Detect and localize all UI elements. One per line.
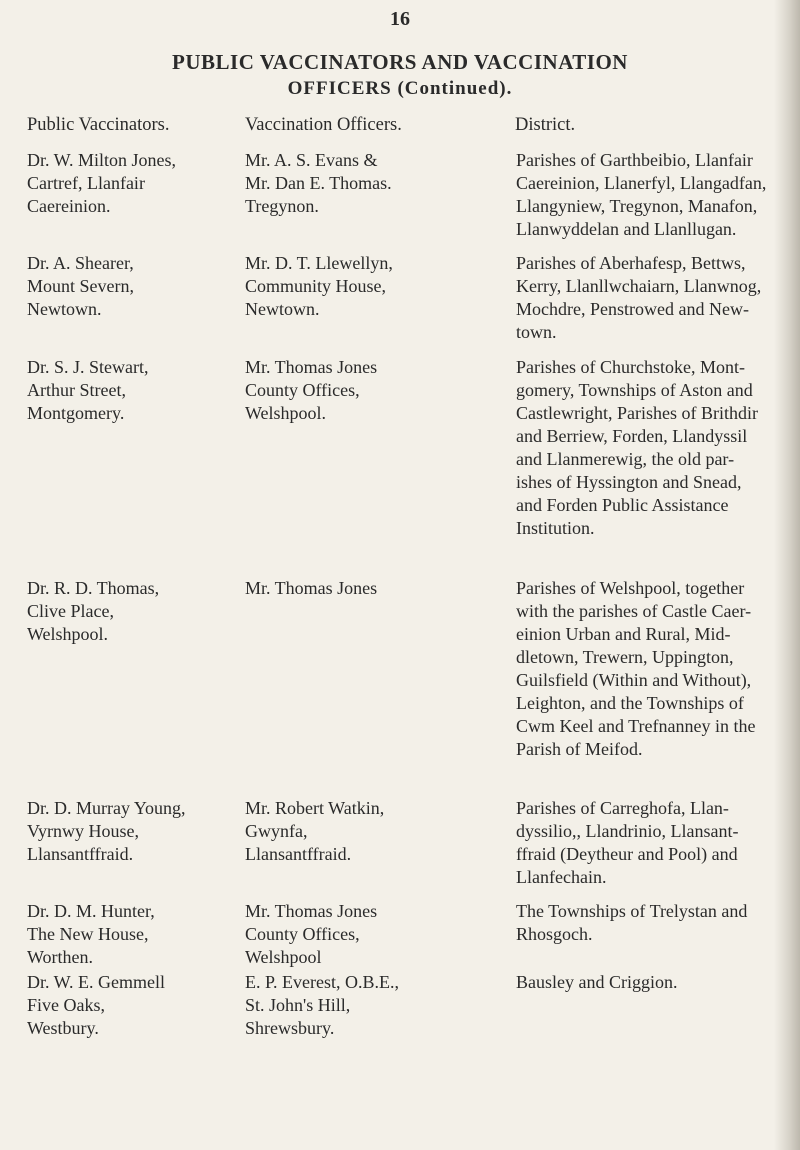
district-line: and Forden Public Assistance xyxy=(516,495,729,515)
vaccinator-line: Dr. D. Murray Young, xyxy=(27,798,186,818)
district-line: Kerry, Llanllwchaiarn, Llanwnog, xyxy=(516,276,762,296)
district-cell xyxy=(516,149,774,241)
vaccinator-line: Dr. R. D. Thomas, xyxy=(27,578,160,598)
district-line: Rhosgoch. xyxy=(516,924,593,944)
vaccinator-cell xyxy=(27,971,242,1040)
district-cell xyxy=(516,971,774,994)
officer-line: Shrewsbury. xyxy=(245,1018,335,1038)
district-line: The Townships of Trelystan and xyxy=(516,901,748,921)
district-cell xyxy=(516,252,774,344)
vaccinator-line: Caereinion. xyxy=(27,196,111,216)
district-line: Llangyniew, Tregynon, Manafon, xyxy=(516,196,758,216)
vaccinator-line: Five Oaks, xyxy=(27,995,105,1015)
officer-cell xyxy=(245,900,500,969)
officer-line: Mr. Thomas Jones xyxy=(245,901,378,921)
officer-line: Welshpool xyxy=(245,947,322,967)
vaccinator-line: Mount Severn, xyxy=(27,276,134,296)
vaccinator-line: Dr. S. J. Stewart, xyxy=(27,357,149,377)
district-line: Leighton, and the Townships of xyxy=(516,693,744,713)
district-line: town. xyxy=(516,322,557,342)
officer-cell xyxy=(245,356,500,425)
header-vaccination-officers: Vaccination Officers. xyxy=(245,115,402,135)
vaccinator-line: The New House, xyxy=(27,924,149,944)
district-line: dletown, Trewern, Uppington, xyxy=(516,647,734,667)
district-line: Caereinion, Llanerfyl, Llangadfan, xyxy=(516,173,767,193)
district-line: Parishes of Garthbeibio, Llanfair xyxy=(516,150,753,170)
vaccinator-line: Montgomery. xyxy=(27,403,125,423)
district-line: Parish of Meifod. xyxy=(516,739,643,759)
vaccinator-cell xyxy=(27,252,242,321)
page-title: PUBLIC VACCINATORS AND VACCINATION xyxy=(172,50,628,74)
district-cell xyxy=(516,900,774,946)
page-number: 16 xyxy=(390,8,410,30)
vaccinator-line: Dr. D. M. Hunter, xyxy=(27,901,155,921)
district-line: Parishes of Aberhafesp, Bettws, xyxy=(516,253,746,273)
vaccinator-cell xyxy=(27,356,242,425)
officer-cell xyxy=(245,577,500,600)
vaccinator-line: Arthur Street, xyxy=(27,380,126,400)
district-line: einion Urban and Rural, Mid- xyxy=(516,624,731,644)
officer-line: Mr. Dan E. Thomas. xyxy=(245,173,392,193)
district-line: Castlewright, Parishes of Brithdir xyxy=(516,403,758,423)
officer-cell xyxy=(245,971,500,1040)
officer-line: Llansantffraid. xyxy=(245,844,352,864)
district-line: Parishes of Welshpool, together xyxy=(516,578,745,598)
officer-line: County Offices, xyxy=(245,924,360,944)
district-line: and Llanmerewig, the old par- xyxy=(516,449,735,469)
header-public-vaccinators: Public Vaccinators. xyxy=(27,115,170,135)
vaccinator-line: Dr. A. Shearer, xyxy=(27,253,134,273)
vaccinator-line: Newtown. xyxy=(27,299,102,319)
district-line: Llanwyddelan and Llanllugan. xyxy=(516,219,737,239)
district-cell xyxy=(516,797,774,889)
officer-cell xyxy=(245,797,500,866)
vaccinator-cell xyxy=(27,149,242,218)
district-line: Parishes of Carreghofa, Llan- xyxy=(516,798,729,818)
district-line: and Berriew, Forden, Llandyssil xyxy=(516,426,748,446)
district-line: Parishes of Churchstoke, Mont- xyxy=(516,357,745,377)
vaccinator-line: Clive Place, xyxy=(27,601,114,621)
officer-line: Welshpool. xyxy=(245,403,327,423)
vaccinator-line: Dr. W. Milton Jones, xyxy=(27,150,177,170)
vaccinator-line: Dr. W. E. Gemmell xyxy=(27,972,165,992)
vaccinator-cell xyxy=(27,900,242,969)
officer-line: E. P. Everest, O.B.E., xyxy=(245,972,399,992)
vaccinator-cell xyxy=(27,577,242,646)
district-line: Guilsfield (Within and Without), xyxy=(516,670,752,690)
officer-line: Mr. Thomas Jones xyxy=(245,357,378,377)
officer-line: St. John's Hill, xyxy=(245,995,351,1015)
vaccinator-line: Worthen. xyxy=(27,947,94,967)
officer-line: Mr. A. S. Evans & xyxy=(245,150,378,170)
vaccinator-line: Llansantffraid. xyxy=(27,844,134,864)
officer-line: County Offices, xyxy=(245,380,360,400)
district-line: Bausley and Criggion. xyxy=(516,972,678,992)
officer-line: Newtown. xyxy=(245,299,320,319)
district-cell xyxy=(516,577,774,761)
district-line: Llanfechain. xyxy=(516,867,607,887)
column-headers xyxy=(0,115,800,145)
district-line: Cwm Keel and Trefnanney in the xyxy=(516,716,756,736)
officer-cell xyxy=(245,149,500,218)
district-line: dyssilio,, Llandrinio, Llansant- xyxy=(516,821,739,841)
district-line: ffraid (Deytheur and Pool) and xyxy=(516,844,738,864)
district-cell xyxy=(516,356,774,540)
page-edge-shadow xyxy=(774,0,800,1150)
officer-line: Gwynfa, xyxy=(245,821,308,841)
vaccinator-cell xyxy=(27,797,242,866)
page-subtitle: OFFICERS (Continued). xyxy=(287,78,513,99)
vaccinator-line: Vyrnwy House, xyxy=(27,821,139,841)
officer-line: Tregynon. xyxy=(245,196,319,216)
district-line: ishes of Hyssington and Snead, xyxy=(516,472,742,492)
district-line: with the parishes of Castle Caer- xyxy=(516,601,752,621)
officer-line: Mr. D. T. Llewellyn, xyxy=(245,253,393,273)
vaccinator-line: Cartref, Llanfair xyxy=(27,173,145,193)
officer-line: Mr. Thomas Jones xyxy=(245,578,378,598)
officer-line: Community House, xyxy=(245,276,387,296)
vaccinator-line: Welshpool. xyxy=(27,624,109,644)
district-line: gomery, Townships of Aston and xyxy=(516,380,753,400)
officer-line: Mr. Robert Watkin, xyxy=(245,798,385,818)
district-line: Institution. xyxy=(516,518,595,538)
header-district: District. xyxy=(515,115,576,135)
vaccinator-line: Westbury. xyxy=(27,1018,99,1038)
district-line: Mochdre, Penstrowed and New- xyxy=(516,299,749,319)
officer-cell xyxy=(245,252,500,321)
